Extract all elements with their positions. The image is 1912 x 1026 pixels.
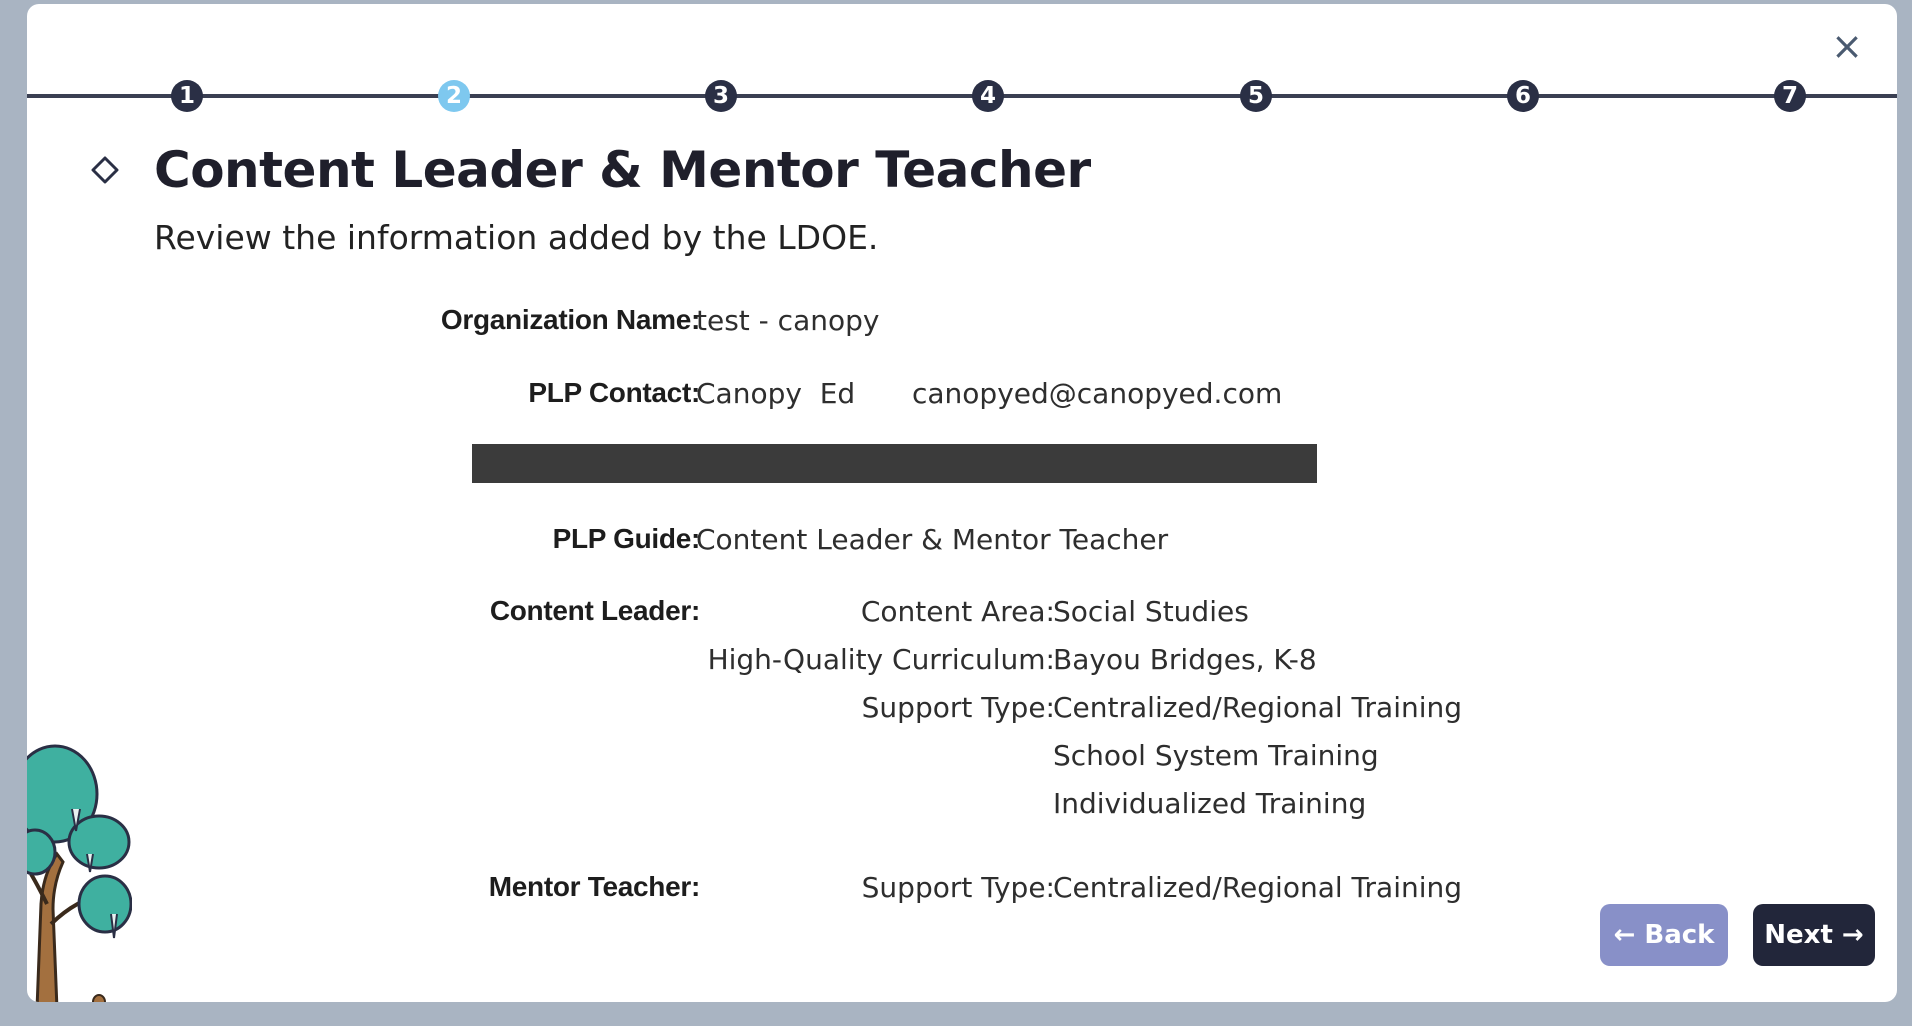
support-type-item: Individualized Training xyxy=(1053,787,1367,820)
plp-guide-value: Content Leader & Mentor Teacher xyxy=(696,523,1169,556)
close-icon[interactable]: × xyxy=(1831,24,1863,68)
redaction-bar xyxy=(472,444,1317,483)
step-1[interactable]: 1 xyxy=(171,80,203,112)
sparkle-diamond-icon xyxy=(91,156,119,184)
content-leader-support-type-label: Support Type: xyxy=(861,691,1055,724)
step-3[interactable]: 3 xyxy=(705,80,737,112)
mentor-support-type-label: Support Type: xyxy=(861,871,1055,904)
mentor-teacher-label: Mentor Teacher: xyxy=(488,871,700,902)
content-area-label: Content Area: xyxy=(860,595,1055,628)
support-type-item: Centralized/Regional Training xyxy=(1053,691,1463,724)
organization-name-value: test - canopy xyxy=(696,304,880,337)
support-type-item: School System Training xyxy=(1053,739,1379,772)
step-6[interactable]: 6 xyxy=(1507,80,1539,112)
organization-name-label: Organization Name: xyxy=(440,304,700,335)
stepper-track xyxy=(27,94,1897,98)
modal-dialog xyxy=(27,4,1897,1002)
step-5[interactable]: 5 xyxy=(1240,80,1272,112)
page-title: Content Leader & Mentor Teacher xyxy=(154,141,1091,199)
plp-contact-label: PLP Contact: xyxy=(528,377,700,408)
mentor-support-type-item: Centralized/Regional Training xyxy=(1053,871,1463,904)
plp-contact-name: Canopy Ed xyxy=(696,377,856,410)
plp-contact-email: canopyed@canopyed.com xyxy=(912,377,1283,410)
next-button[interactable]: Next → xyxy=(1753,904,1875,966)
content-area-value: Social Studies xyxy=(1053,595,1249,628)
back-button[interactable]: ← Back xyxy=(1600,904,1728,966)
tree-illustration xyxy=(27,734,132,1002)
content-leader-label: Content Leader: xyxy=(489,595,700,626)
step-4[interactable]: 4 xyxy=(972,80,1004,112)
step-7[interactable]: 7 xyxy=(1774,80,1806,112)
curriculum-value: Bayou Bridges, K-8 xyxy=(1053,643,1317,676)
page-subtitle: Review the information added by the LDOE. xyxy=(154,218,879,257)
step-2-active[interactable]: 2 xyxy=(438,80,470,112)
curriculum-label: High-Quality Curriculum: xyxy=(707,643,1055,676)
plp-guide-label: PLP Guide: xyxy=(552,523,700,554)
